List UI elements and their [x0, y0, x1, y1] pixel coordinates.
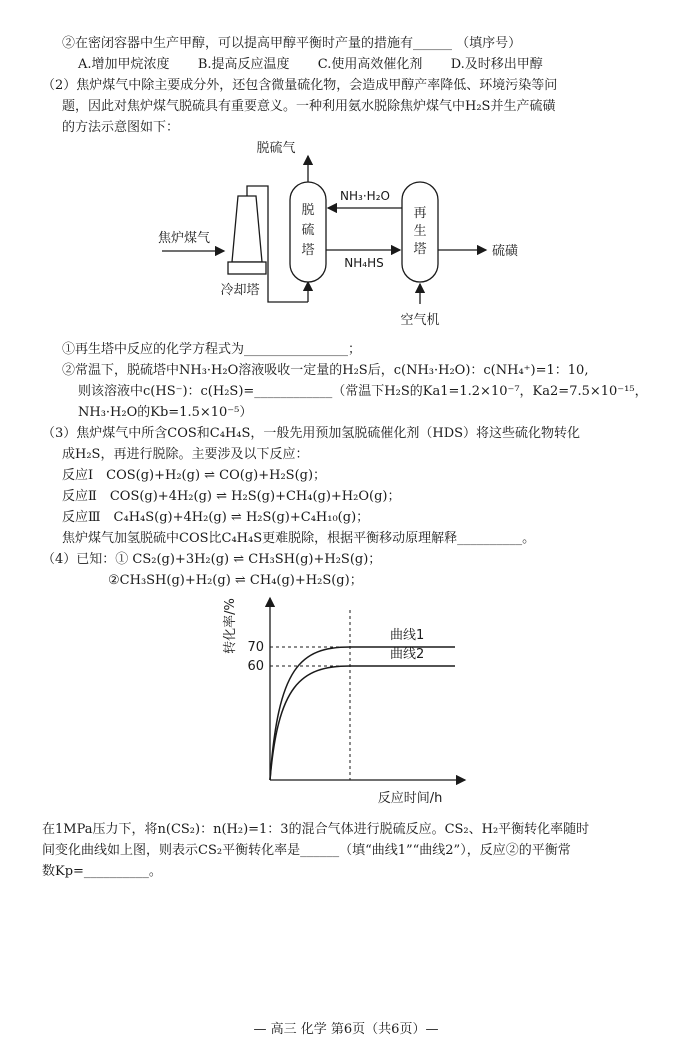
q2-2-line2: 则该溶液中c(HS⁻)：c(H₂S)=____________（常温下H₂S的Ka1=1.2×10⁻⁷，Ka2=7.5×10⁻¹⁵，	[78, 384, 648, 399]
label-cooling: 冷却塔	[220, 283, 260, 298]
label-air: 空气机	[400, 313, 440, 328]
y-tick-60: 60	[247, 659, 264, 674]
y-tick-70: 70	[247, 640, 264, 655]
desulf-char-2: 硫	[301, 223, 315, 238]
x-axis-label: 反应时间/h	[377, 791, 443, 806]
label-product: 硫磺	[492, 244, 519, 259]
page-footer: — 高三 化学 第6页（共6页）—	[253, 1022, 439, 1037]
q4-para3: 数Kp=__________。	[42, 864, 162, 879]
q2-line3: 的方法示意图如下：	[62, 120, 180, 135]
q2-line2: 题，因此对焦炉煤气脱硫具有重要意义。一种利用氨水脱除焦炉煤气中H₂S并生产硫磺	[62, 99, 556, 114]
process-diagram	[140, 132, 560, 332]
label-arrow-fwd: NH₄HS	[344, 256, 384, 270]
q3-last: 焦炉煤气加氢脱硫中COS比C₄H₄S更难脱除，根据平衡移动原理解释__________。	[62, 531, 536, 546]
q1-2-blank: ______	[413, 36, 453, 51]
series-line-1	[270, 647, 455, 780]
cooling-tower-base	[228, 262, 266, 274]
option-b: B.提高反应温度	[197, 57, 290, 72]
q1-2-line	[62, 34, 521, 53]
desulf-char-3: 塔	[301, 243, 315, 258]
q2-line1: （2）焦炉煤气中除主要成分外，还包含微量硫化物，会造成甲醇产率降低、环境污染等问	[42, 78, 558, 93]
label-top-out: 脱硫气	[256, 141, 296, 156]
y-axis-label: 转化率/%	[223, 598, 238, 654]
option-a: A.增加甲烷浓度	[78, 57, 170, 72]
q2-2-line1: ②常温下，脱硫塔中NH₃·H₂O溶液吸收一定量的H₂S后，c(NH₃·H₂O)：c(NH₄⁺)=1：10,	[62, 363, 589, 378]
q3-r1: 反应Ⅰ COS(g)+H₂(g) ⇌ CO(g)+H₂S(g)；	[62, 468, 327, 483]
q2-2-line3: NH₃·H₂O的Kb=1.5×10⁻⁵）	[78, 405, 253, 420]
q1-2-suffix: （填序号）	[456, 36, 522, 51]
q4-para1: 在1MPa压力下，将n(CS₂)：n(H₂)=1：3的混合气体进行脱硫反应。CS₂、H₂平衡转化率随时	[42, 822, 590, 837]
q4-line2: ②CH₃SH(g)+H₂(g) ⇌ CH₄(g)+H₂S(g)；	[108, 573, 363, 588]
conversion-chart	[210, 590, 480, 810]
desulf-char-1: 脱	[301, 203, 315, 218]
series-label-2: 曲线2	[390, 647, 425, 662]
chart-layer	[223, 598, 465, 806]
q3-line1: （3）焦炉煤气中所含COS和C₄H₄S，一般先用预加氢脱硫催化剂（HDS）将这些硫化物转化	[42, 426, 581, 441]
q3-r2: 反应Ⅱ COS(g)+4H₂(g) ⇌ H₂S(g)+CH₄(g)+H₂O(g)；	[62, 489, 401, 504]
option-d: D.及时移出甲醇	[450, 57, 543, 72]
regen-char-3: 塔	[413, 242, 427, 257]
regen-char-1: 再	[413, 206, 427, 221]
q3-r3: 反应Ⅲ C₄H₄S(g)+4H₂(g) ⇌ H₂S(g)+C₄H₁₀(g)；	[62, 510, 370, 525]
option-c: C.使用高效催化剂	[317, 57, 423, 72]
q2-1: ①再生塔中反应的化学方程式为________________；	[62, 342, 362, 357]
regen-char-2: 生	[413, 224, 427, 239]
q3-line2: 成H₂S，再进行脱除。主要涉及以下反应：	[62, 447, 309, 462]
q1-2-prefix: ②在密闭容器中生产甲醇，可以提高甲醇平衡时产量的措施有	[62, 36, 414, 51]
q1-2-options	[78, 55, 543, 74]
series-line-2	[270, 666, 455, 780]
q4-para2: 间变化曲线如上图，则表示CS₂平衡转化率是______（填“曲线1”“曲线2”），反应②的平衡常	[42, 843, 571, 858]
label-arrow-back: NH₃·H₂O	[340, 189, 390, 203]
series-label-1: 曲线1	[390, 628, 425, 643]
label-inlet: 焦炉煤气	[158, 231, 211, 246]
cooling-tower-shape	[232, 196, 262, 262]
q4-line1: （4）已知：① CS₂(g)+3H₂(g) ⇌ CH₃SH(g)+H₂S(g)；	[42, 552, 382, 567]
